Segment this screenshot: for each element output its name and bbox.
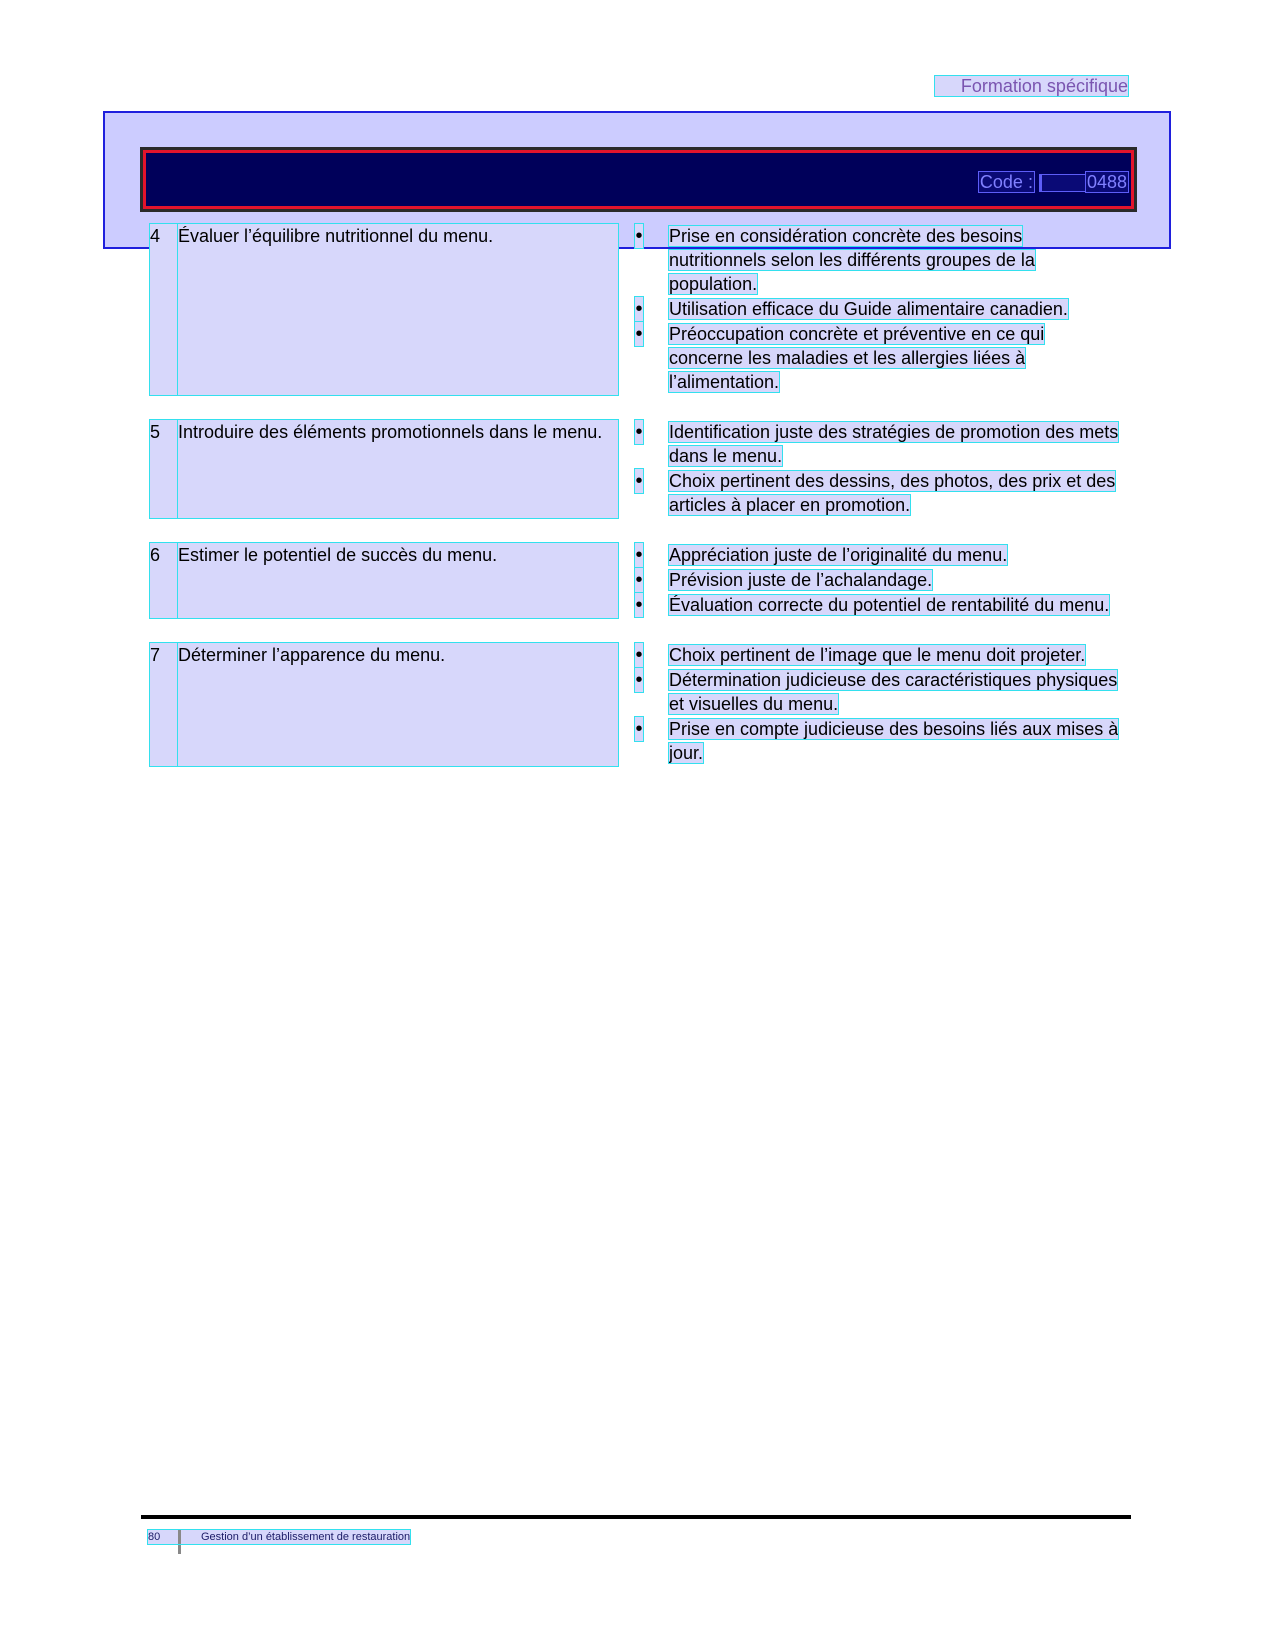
element-number: 4 [150, 224, 178, 395]
bullet-icon: • [635, 718, 643, 740]
code-box [979, 173, 1128, 191]
criterion-text: Détermination judicieuse des caractéristiques physiques et visuelles du menu. [669, 670, 1118, 714]
code-separator [1040, 175, 1086, 191]
list-item [635, 593, 1120, 617]
table-row [150, 643, 1130, 766]
element-text: Introduire des éléments promotionnels dans le menu. [178, 420, 618, 518]
table-row [150, 224, 1130, 395]
list-item [635, 643, 1120, 667]
section-label: Formation spécifique [935, 76, 1128, 96]
bullet-icon: • [635, 669, 643, 691]
bullet-icon: • [635, 544, 643, 566]
footer-divider [178, 1530, 181, 1554]
criterion-text: Prise en considération concrète des besoins nutritionnels selon les différents groupes de la population. [669, 226, 1035, 294]
page-number: 80 [148, 1531, 161, 1543]
criteria-list [635, 543, 1120, 618]
list-item [635, 668, 1120, 716]
criterion-text: Prévision juste de l’achalandage. [669, 570, 933, 590]
competency-table [150, 224, 1130, 791]
bullet-icon: • [635, 421, 643, 443]
element-number: 7 [150, 643, 178, 766]
element-text: Estimer le potentiel de succès du menu. [178, 543, 618, 618]
criteria-list [635, 224, 1120, 395]
criterion-text: Préoccupation concrète et préventive en ce qui concerne les maladies et les allergies liées à l’alimentation. [669, 324, 1045, 392]
title-bar [143, 150, 1134, 209]
code-value: 0488 [1086, 172, 1127, 192]
criterion-text: Utilisation efficace du Guide alimentaire canadien. [669, 299, 1068, 319]
element-text: Déterminer l’apparence du menu. [178, 643, 618, 766]
bullet-icon: • [635, 323, 643, 345]
list-item [635, 568, 1120, 592]
document-title: Gestion d’un établissement de restauration [201, 1531, 411, 1543]
bullet-icon: • [635, 594, 643, 616]
criterion-text: Choix pertinent des dessins, des photos, des prix et des articles à placer en promotion. [669, 471, 1116, 515]
element-number: 5 [150, 420, 178, 518]
criteria-list [635, 643, 1120, 766]
list-item [635, 420, 1120, 468]
element-cell [150, 420, 635, 518]
element-text: Évaluer l’équilibre nutritionnel du menu. [178, 224, 618, 395]
list-item [635, 297, 1120, 321]
element-number: 6 [150, 543, 178, 618]
element-cell [150, 543, 635, 618]
criterion-text: Appréciation juste de l’originalité du menu. [669, 545, 1008, 565]
table-row [150, 543, 1130, 618]
criteria-list [635, 420, 1120, 518]
element-cell [150, 224, 635, 395]
page-footer [148, 1530, 410, 1544]
bullet-icon: • [635, 569, 643, 591]
criterion-text: Identification juste des stratégies de promotion des mets dans le menu. [669, 422, 1119, 466]
list-item [635, 322, 1120, 394]
bullet-icon: • [635, 470, 643, 492]
code-label: Code : [979, 172, 1033, 192]
criterion-text: Évaluation correcte du potentiel de rentabilité du menu. [669, 595, 1110, 615]
list-item [635, 543, 1120, 567]
criterion-text: Choix pertinent de l’image que le menu doit projeter. [669, 645, 1086, 665]
element-cell [150, 643, 635, 766]
bullet-icon: • [635, 298, 643, 320]
table-row [150, 420, 1130, 518]
bullet-icon: • [635, 225, 643, 247]
bullet-icon: • [635, 644, 643, 666]
criterion-text: Prise en compte judicieuse des besoins liés aux mises à jour. [669, 719, 1119, 763]
list-item [635, 469, 1120, 517]
list-item [635, 717, 1120, 765]
list-item [635, 224, 1120, 296]
footer-rule [141, 1515, 1131, 1519]
